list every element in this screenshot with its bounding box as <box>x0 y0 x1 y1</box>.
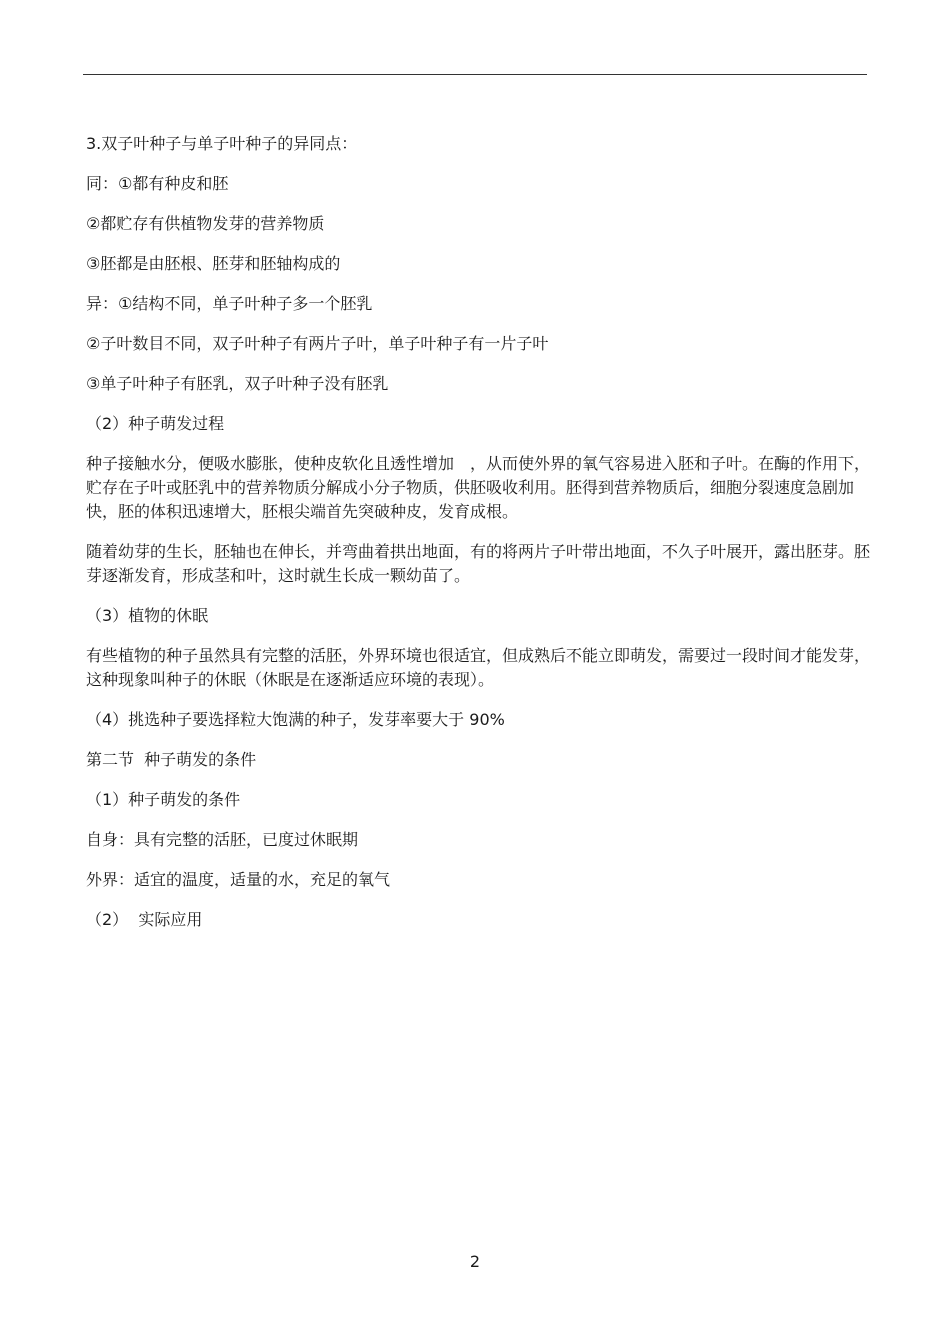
section-heading-conditions: （1）种子萌发的条件 <box>86 790 241 809</box>
page-number: 2 <box>469 1252 481 1271</box>
paragraph-germination-process-1: 种子接触水分，便吸水膨胀，使种皮软化且透性增加 ，从而使外界的氧气容易进入胚和子叶。在酶的作用下，贮存在子叶或胚乳中的营养物质分解成小分子物质，供胚吸收利用。胚得到营养物质后，细胞分裂速度急剧加快，胚的体积迅速增大，胚根尖端首先突破种皮，发育成根。 <box>86 454 871 521</box>
condition-external: 外界：适宜的温度，适量的水，充足的氧气 <box>86 870 391 889</box>
header-rule <box>83 74 867 75</box>
section-heading-application: （2） 实际应用 <box>86 910 203 929</box>
difference-item-1: 异：①结构不同，单子叶种子多一个胚乳 <box>86 294 373 313</box>
document-body <box>86 128 876 932</box>
similarity-item-3: ③胚都是由胚根、胚芽和胚轴构成的 <box>86 254 341 273</box>
condition-internal: 自身：具有完整的活胚，已度过休眠期 <box>86 830 359 849</box>
section-heading-seed-selection: （4）挑选种子要选择粒大饱满的种子，发芽率要大于 90% <box>86 710 505 729</box>
section-heading-germination-process: （2）种子萌发过程 <box>86 414 225 433</box>
difference-item-2: ②子叶数目不同，双子叶种子有两片子叶，单子叶种子有一片子叶 <box>86 334 549 353</box>
chapter-section-title: 第二节 种子萌发的条件 <box>86 750 257 769</box>
section-heading-dormancy: （3）植物的休眠 <box>86 606 209 625</box>
paragraph-germination-process-2: 随着幼芽的生长，胚轴也在伸长，并弯曲着拱出地面，有的将两片子叶带出地面，不久子叶展开，露出胚芽。胚芽逐渐发育，形成茎和叶，这时就生长成一颗幼苗了。 <box>86 542 871 585</box>
difference-item-3: ③单子叶种子有胚乳，双子叶种子没有胚乳 <box>86 374 389 393</box>
similarity-item-2: ②都贮存有供植物发芽的营养物质 <box>86 214 325 233</box>
similarity-item-1: 同：①都有种皮和胚 <box>86 174 229 193</box>
paragraph-dormancy: 有些植物的种子虽然具有完整的活胚，外界环境也很适宜，但成熟后不能立即萌发，需要过一段时间才能发芽，这种现象叫种子的休眠（休眠是在逐渐适应环境的表现）。 <box>86 646 871 689</box>
heading-seed-comparison: 3.双子叶种子与单子叶种子的异同点： <box>86 134 358 153</box>
